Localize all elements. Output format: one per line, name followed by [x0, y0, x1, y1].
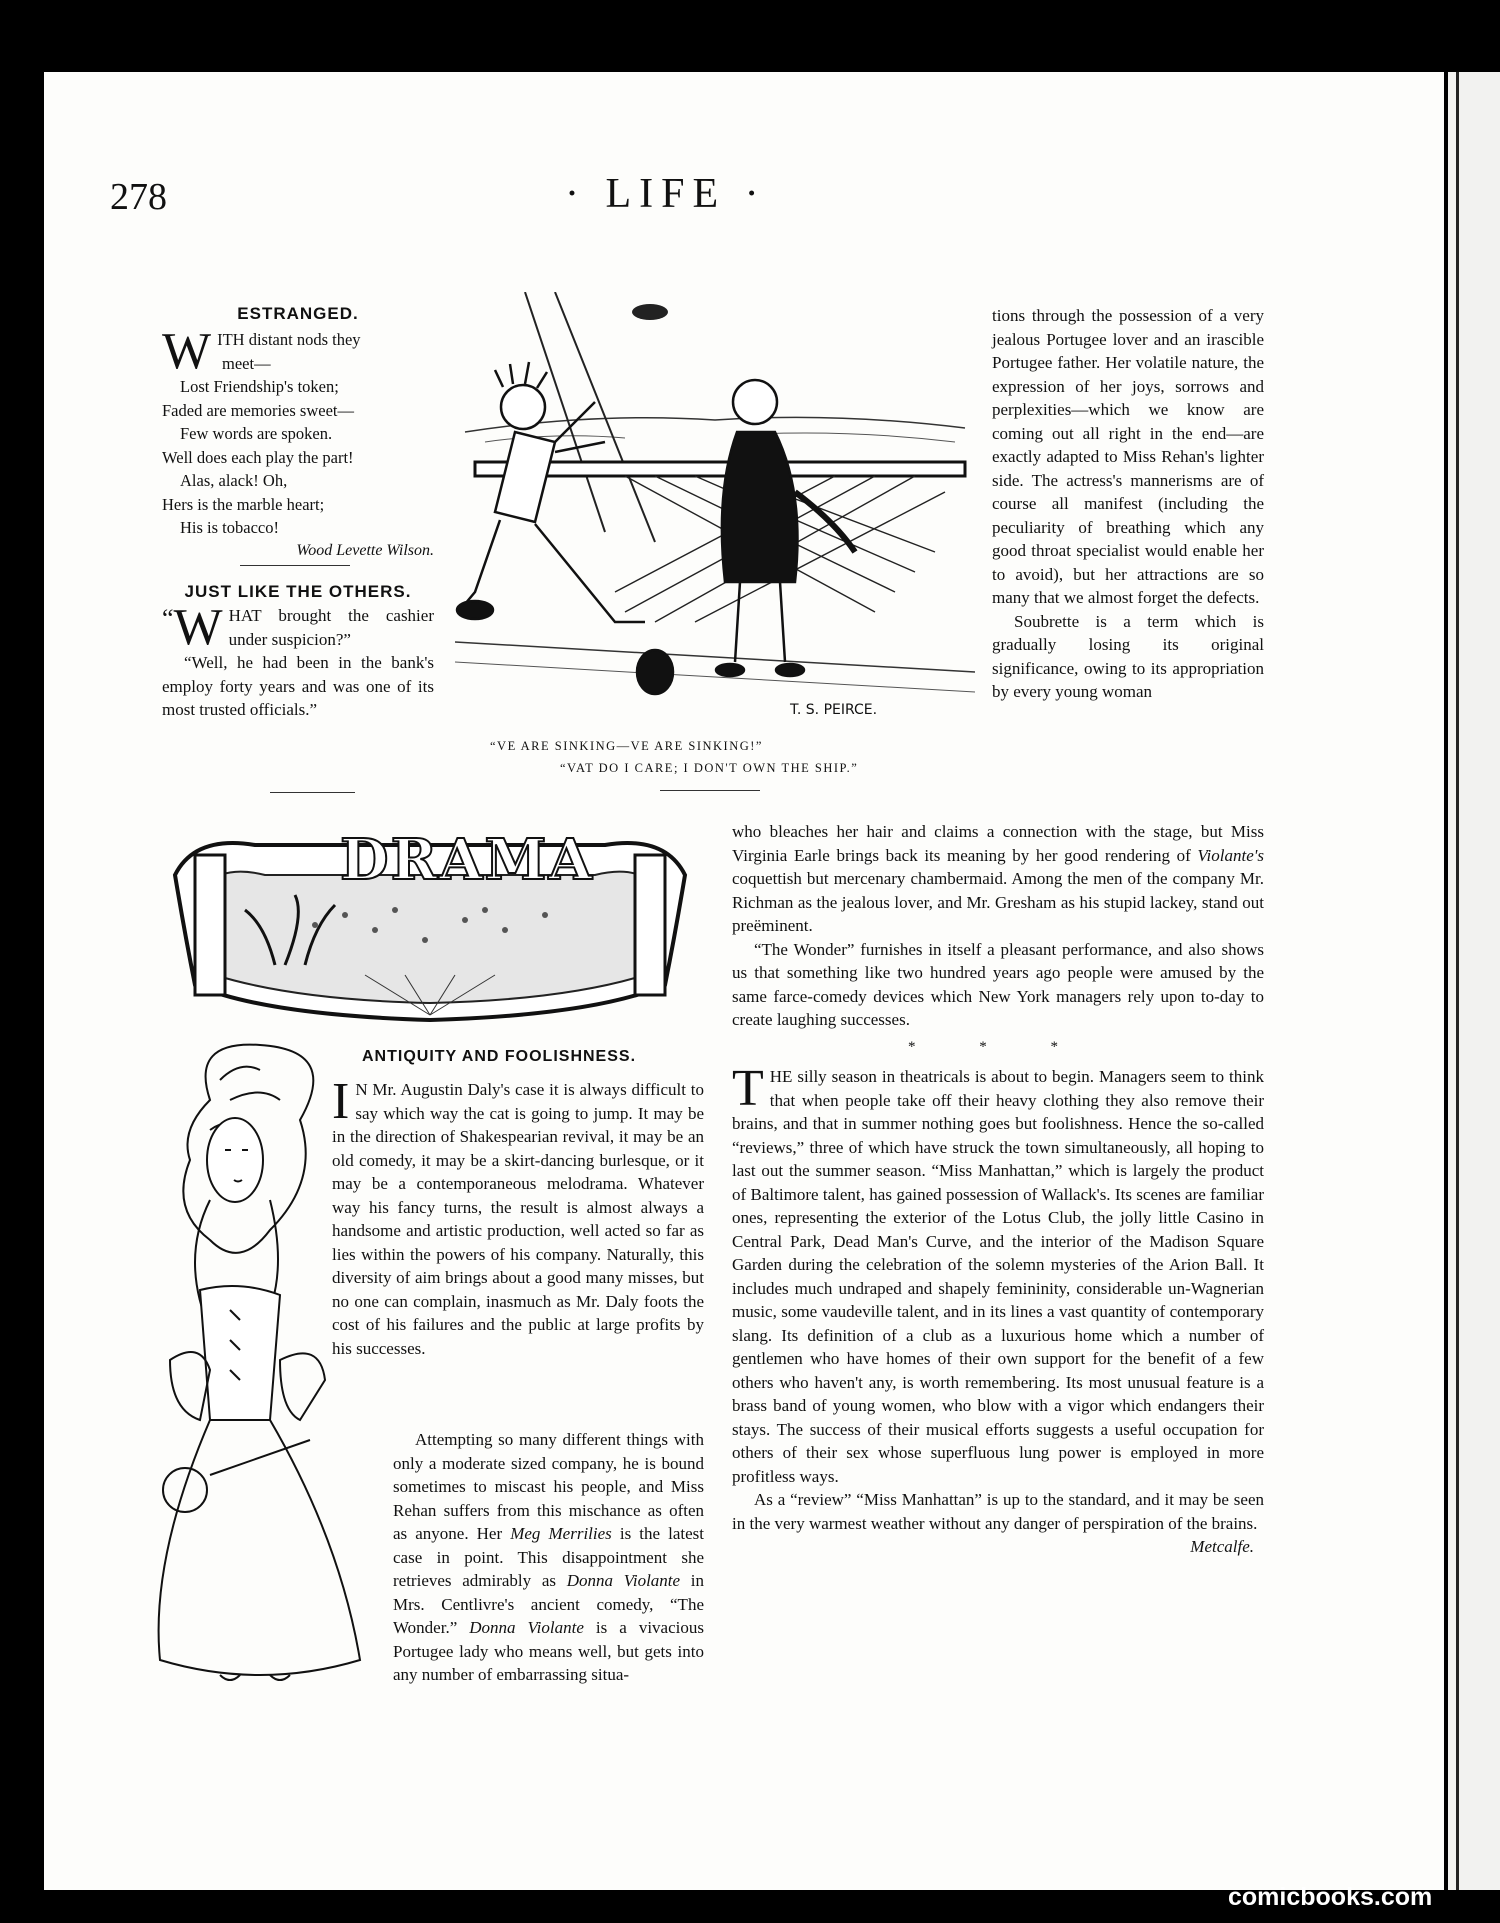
drama-title: DRAMA: [340, 827, 594, 893]
poem-line: Faded are memories sweet—: [162, 400, 354, 420]
cartoon-caption-1: “VE ARE SINKING—VE ARE SINKING!”: [490, 739, 763, 753]
masthead: · LIFE ·: [565, 171, 767, 217]
article-col-1b: [393, 1428, 704, 1687]
article-p6: As a “review” “Miss Manhattan” is up to the standard, and it may be seen in the very warmest weather without any danger of perspiration of the brains.: [732, 1490, 1264, 1533]
article-signature: Metcalfe.: [1190, 1537, 1254, 1556]
poem-author: Wood Levette Wilson.: [296, 541, 434, 559]
joke-text-2: “Well, he had been in the bank's employ forty years and was one of its most trusted officials.”: [162, 653, 434, 719]
article-p5: THE silly season in theatricals is about to begin. Managers seem to think that when people take off their heavy clothing they also remove their brains, and that in summer nothing goes but foolishness. Hence the so-called “reviews,” three of which have struck the town simultaneously, all hoping to last out the summer season. “Miss Manhattan,” which is largely the product of Baltimore talent, has gained possession of Wallack's. Its scenes are familiar ones, representing the exterior of the Lotus Club, the jolly little Casino in Central Park, Dead Man's Curve, and the interior of the Madison Square Garden during the celebration of the solemn mysteries of the Arion Ball. It includes much undraped and shapely femininity, considerable un-Wagnerian music, some vaudeville talent, and in its lines a vast quantity of contemporary slang. Its definition of a club as a luxurious home which a number of gentlemen who have homes of their own support for the benefit of a few others who haven't any, is worth remembering. Its most unusual feature is a brass band of young women, who blow with a vigor which endangers their stays. The success of their musical efforts suggests a useful occupation for others of their sex whose superfluous lung power is employed in more profitless ways.: [732, 1060, 1264, 1486]
poem-line: Lost Friendship's token;: [180, 377, 339, 396]
facing-page-edge: [1448, 72, 1500, 1890]
poem-line: ITH distant nods they: [217, 330, 361, 349]
article-p2-continued: tions through the possession of a very jealous Portugee lover and an irascible Portugee father. Her volatile nature, the expression of her joys, sorrows and perplexities—which we know are coming out all right in the end—are exactly adapted to Miss Rehan's lighter side. The actress's mannerisms are of course all manifest (including the peculiarity of breathing which any good throat specialist would enable her to avoid), but her attractions are so many that we almost forget the defects.: [992, 306, 1264, 607]
poem-line: meet—: [222, 353, 271, 373]
cartoon-caption-2: “VAT DO I CARE; I DON'T OWN THE SHIP.”: [560, 761, 859, 775]
section-stars: * * *: [908, 1038, 1088, 1055]
poem-line: His is tobacco!: [180, 518, 279, 537]
article-p3: Soubrette is a term which is gradually losing its original significance, owing to its appropriation by every young woman: [992, 611, 1264, 701]
cartoon-illustration: [455, 292, 975, 732]
poem-title: ESTRANGED.: [237, 304, 359, 323]
joke-text-1: HAT brought the cashier under suspicion?”: [228, 606, 434, 649]
poem-block: [162, 304, 434, 560]
divider: [270, 792, 355, 793]
drama-banner: [165, 815, 695, 1027]
joke-title: JUST LIKE THE OTHERS.: [184, 582, 412, 601]
poem-body: [162, 323, 434, 540]
poem-dropcap: W: [162, 323, 212, 380]
article-dropcap: I: [332, 1073, 350, 1130]
article-col-2: [732, 820, 1264, 1559]
page-number: 278: [110, 176, 167, 218]
article-title: ANTIQUITY AND FOOLISHNESS.: [362, 1048, 637, 1065]
article-p2: Attempting so many different things with only a moderate sized company, he is bound sometimes to miscast his people, and Miss Rehan suffers from this mischance as often as anyone. Her Meg Merrilies is the latest case in point. This disappointment she retrieves admirably as Donna Violante in Mrs. Centlivre's ancient comedy, “The Wonder.” Donna Violante is a vivacious Portugee lady who means well, but gets into any number of embarrassing situa-: [393, 1430, 704, 1684]
joke-open-quote: “: [162, 604, 174, 633]
article-col-1: [332, 1073, 704, 1360]
article-heading-wrap: [362, 1048, 682, 1066]
poem-line: Alas, alack! Oh,: [180, 471, 288, 490]
cartoon-signature: T. S. PEIRCE.: [790, 702, 878, 718]
hat-flying: [632, 304, 668, 320]
article-p4: “The Wonder” furnishes in itself a pleasant performance, and also shows us that something like two hundred years ago people were amused by the same farce-comedy devices which New York managers rely upon to-day to create laughing successes.: [732, 939, 1264, 1029]
joke-block: [162, 582, 434, 722]
poem-line: Well does each play the part!: [162, 447, 354, 467]
poem-line: Few words are spoken.: [180, 424, 333, 443]
article-col-2-top: [992, 304, 1264, 704]
divider: [660, 790, 760, 791]
site-watermark: comicbooks.com: [1228, 1883, 1433, 1911]
poem-line: Hers is the marble heart;: [162, 494, 325, 514]
joke-body: [162, 599, 434, 722]
divider: [240, 565, 350, 566]
joke-dropcap: W: [173, 599, 223, 656]
article-p1: N Mr. Augustin Daly's case it is always difficult to say which way the cat is going to jump. It may be in the direction of Shakespearian revival, it may be an old comedy, it may be a skirt-dancing burlesque, or it may be a contemporaneous melodrama. Whatever way his fancy turns, the result is almost always a handsome and artistic production, well acted so far as lies within the powers of his company. Naturally, this diversity of aim brings about a good many misses, but no one can complain, inasmuch as Mr. Daly foots the cost of his failures and the public at large profits by his successes.: [332, 1080, 704, 1358]
article-p3-continued: who bleaches her hair and claims a connection with the stage, but Miss Virginia Earle brings back its meaning by her good rendering of Violante's coquettish but mercenary chambermaid. Among the men of the company Mr. Richman as the jealous lover, and Mr. Gresham as his stupid lackey, stand out preëminent.: [732, 822, 1264, 935]
